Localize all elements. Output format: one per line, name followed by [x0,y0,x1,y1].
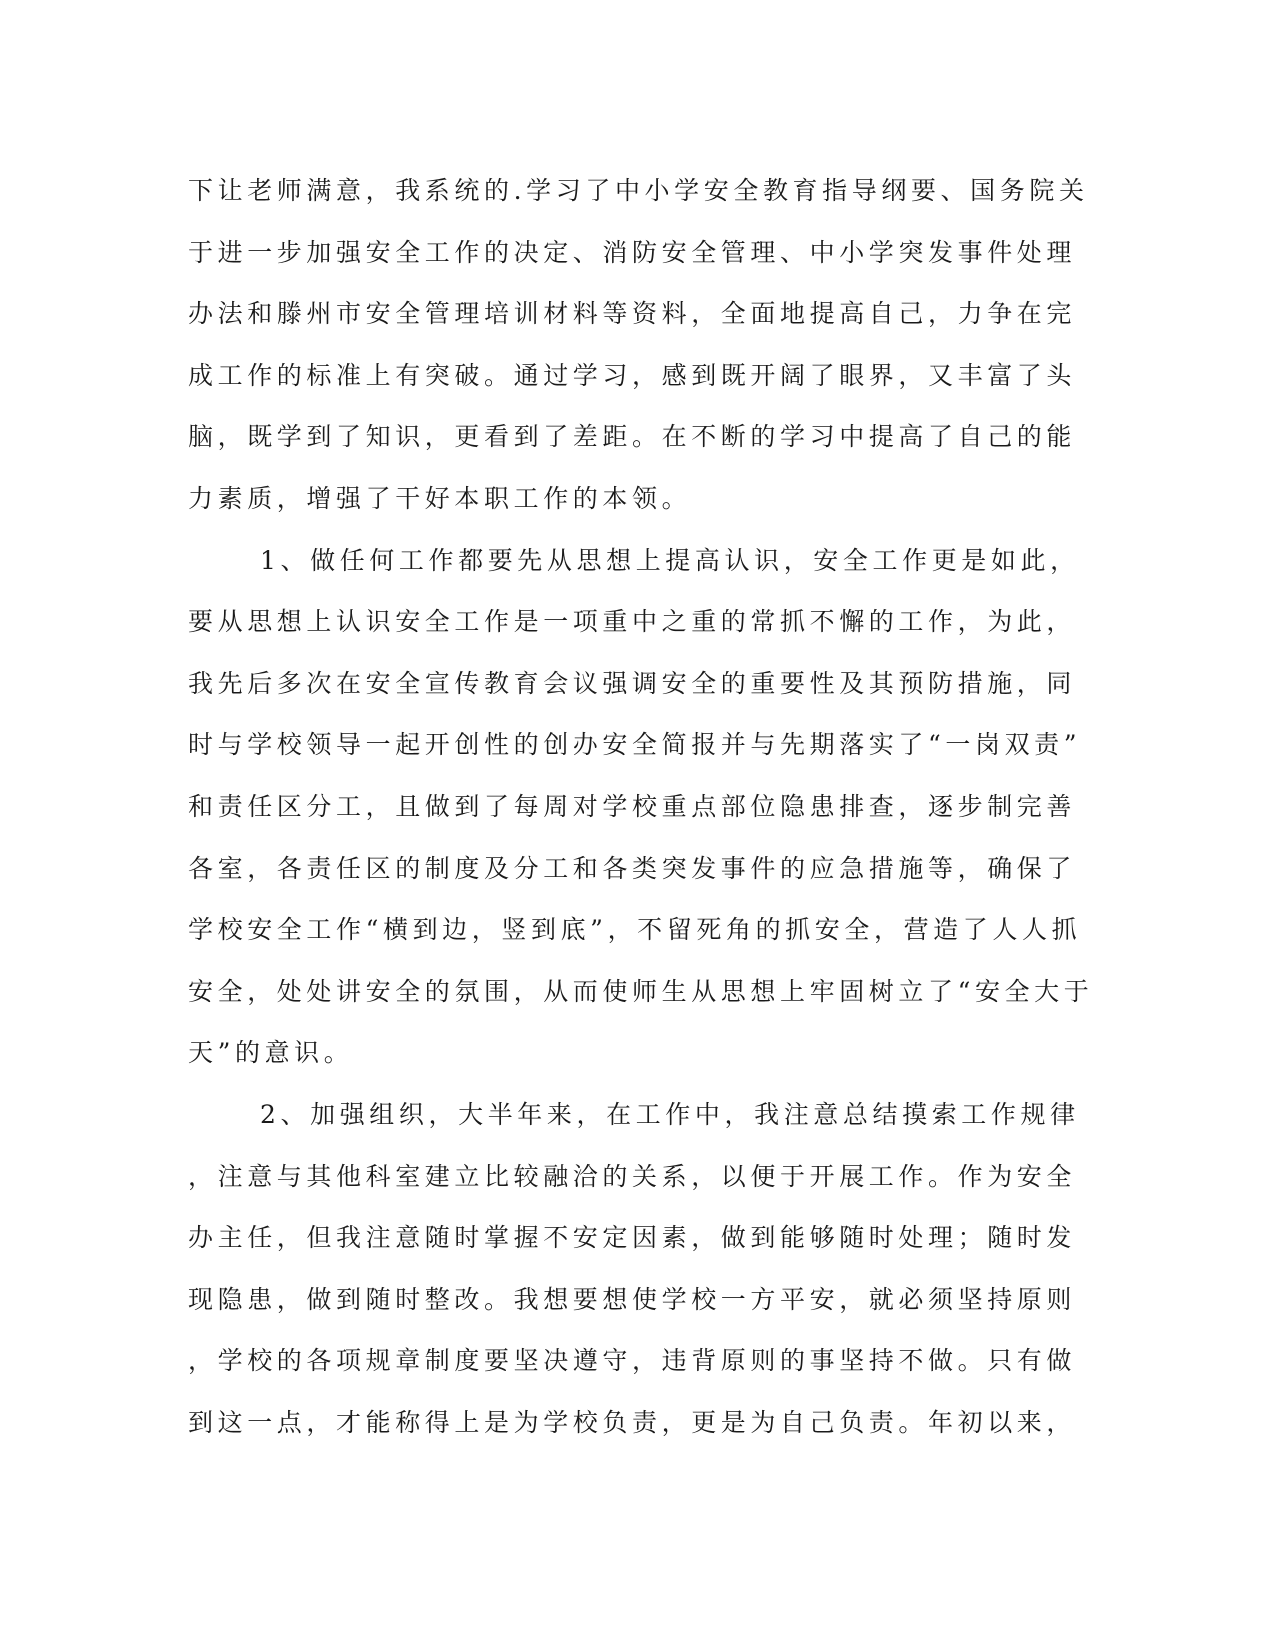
text-line: 2、加强组织，大半年来，在工作中，我注意总结摸索工作规律 [260,1099,1080,1129]
text-line: 办法和滕州市安全管理培训材料等资料，全面地提高自己，力争在完 [188,299,1077,329]
text-line: 到这一点，才能称得上是为学校负责，更是为自己负责。年初以来， [188,1407,1077,1437]
text-line: 于进一步加强安全工作的决定、消防安全管理、中小学突发事件处理 [188,237,1077,267]
text-line: 时与学校领导一起开创性的创办安全简报并与先期落实了“一岗双责” [188,730,1082,760]
paragraph-continuation [188,160,1089,530]
text-line: 力素质，增强了干好本职工作的本领。 [188,483,692,513]
text-line: 1、做任何工作都要先从思想上提高认识，安全工作更是如此， [260,545,1080,575]
text-line: ，学校的各项规章制度要坚决遵守，违背原则的事坚持不做。只有做 [188,1346,1077,1376]
text-line: 我先后多次在安全宣传教育会议强调安全的重要性及其预防措施，同 [188,668,1077,698]
text-line: 成工作的标准上有突破。通过学习，感到既开阔了眼界，又丰富了头 [188,360,1077,390]
text-line: ，注意与其他科室建立比较融洽的关系，以便于开展工作。作为安全 [188,1161,1077,1191]
text-line: 下让老师满意，我系统的.学习了中小学安全教育指导纲要、国务院关 [188,176,1089,205]
text-line: 要从思想上认识安全工作是一项重中之重的常抓不懈的工作，为此， [188,607,1077,637]
text-line: 办主任，但我注意随时掌握不安定因素，做到能够随时处理；随时发 [188,1223,1077,1253]
text-line: 现隐患，做到随时整改。我想要想使学校一方平安，就必须坚持原则 [188,1284,1077,1314]
paragraph-item-2 [188,1084,1080,1454]
paragraph-item-1 [188,530,1094,1084]
text-line: 和责任区分工，且做到了每周对学校重点部位隐患排查，逐步制完善 [188,791,1077,821]
text-line: 各室，各责任区的制度及分工和各类突发事件的应急措施等，确保了 [188,853,1077,883]
text-line: 学校安全工作“横到边，竖到底”，不留死角的抓安全，营造了人人抓 [188,915,1082,945]
text-line: 安全，处处讲安全的氛围，从而使师生从思想上牢固树立了“安全大于 [188,976,1094,1006]
document-body [188,160,1094,1453]
text-line: 脑，既学到了知识，更看到了差距。在不断的学习中提高了自己的能 [188,422,1077,452]
text-line: 天”的意识。 [188,1038,354,1068]
